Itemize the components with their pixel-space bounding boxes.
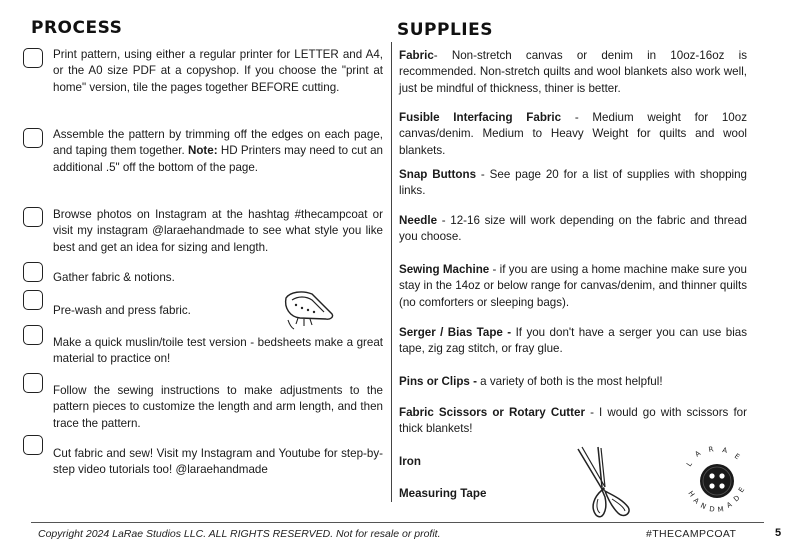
- svg-text:M: M: [717, 505, 725, 514]
- footer-copyright: Copyright 2024 LaRae Studios LLC. ALL RIGHTS RESERVED. Not for resale or profit.: [38, 528, 441, 540]
- step-2-note-label: Note:: [187, 144, 218, 158]
- svg-text:E: E: [737, 485, 747, 495]
- supply-sewing-machine: Sewing Machine - if you are using a home machine make sure you stay in the 14oz or below range for canvas/denim, and thinner quilts (no comforters or sleeping bags).: [399, 263, 747, 309]
- svg-text:H: H: [686, 489, 696, 499]
- supplies-heading: SUPPLIES: [397, 20, 493, 40]
- svg-text:A: A: [693, 449, 703, 459]
- svg-text:R: R: [707, 445, 715, 454]
- step-4-checkbox[interactable]: [23, 262, 43, 282]
- step-1-checkbox[interactable]: [23, 48, 43, 68]
- svg-text:L: L: [685, 460, 694, 469]
- footer-divider: [31, 522, 764, 523]
- supply-scissors: Fabric Scissors or Rotary Cutter - I would go with scissors for thick blankets!: [399, 406, 747, 436]
- svg-text:A: A: [691, 496, 701, 506]
- step-8-text: Cut fabric and sew! Visit my Instagram and Youtube for step-by-step video tutorials too! @laraehandmade: [53, 447, 383, 477]
- svg-text:E: E: [732, 452, 742, 462]
- process-heading: PROCESS: [31, 18, 123, 38]
- svg-text:A: A: [725, 500, 734, 510]
- step-5-text: Pre-wash and press fabric.: [53, 304, 191, 317]
- step-6-checkbox[interactable]: [23, 325, 43, 345]
- supply-snap-buttons: Snap Buttons - See page 20 for a list of supplies with shopping links.: [399, 168, 748, 198]
- supply-pins: Pins or Clips - a variety of both is the most helpful!: [399, 375, 663, 388]
- supply-measuring-tape: Measuring Tape: [399, 487, 487, 500]
- step-2-text: Assemble the pattern by trimming off the edges on each page, and taping them together. Note: HD Printers may need to cut an additional .5" off the bottom of the page.: [53, 128, 383, 174]
- step-3-checkbox[interactable]: [23, 207, 43, 227]
- svg-text:A: A: [721, 446, 728, 455]
- step-8-checkbox[interactable]: [23, 435, 43, 455]
- step-5-checkbox[interactable]: [23, 290, 43, 310]
- supply-serger: Serger / Bias Tape - If you don't have a serger you can use bias tape, zig zag stitch, or fray glue.: [399, 326, 748, 356]
- step-1-text: Print pattern, using either a regular printer for LETTER and A4, or the A0 size PDF at a copyshop. If you choose the "print at home" version, tile the pages together BEFORE cutting.: [53, 48, 383, 94]
- larae-handmade-logo: [684, 445, 752, 517]
- step-3-text: Browse photos on Instagram at the hashtag #thecampcoat or visit my instagram @laraehandmade to see what style you like best and get an idea for sizing and length.: [53, 208, 383, 254]
- step-6-text: Make a quick muslin/toile test version - bedsheets make a great material to practice on!: [53, 336, 383, 366]
- footer-hashtag: #THECAMPCOAT: [646, 528, 737, 540]
- column-divider: [391, 42, 392, 502]
- svg-text:D: D: [708, 505, 716, 514]
- step-2-checkbox[interactable]: [23, 128, 43, 148]
- svg-text:D: D: [732, 493, 742, 504]
- supply-iron: Iron: [399, 455, 421, 468]
- svg-text:N: N: [699, 501, 708, 512]
- supply-needle: Needle - 12-16 size will work depending on the fabric and thread you choose.: [399, 214, 747, 244]
- step-7-text: Follow the sewing instructions to make adjustments to the pattern pieces to customize the length and arm length, and then trace the pattern.: [53, 384, 383, 430]
- iron-icon: [280, 288, 340, 332]
- step-7-checkbox[interactable]: [23, 373, 43, 393]
- supply-fabric: Fabric- Non-stretch canvas or denim in 10oz-16oz is recommended. Non-stretch quilts and wool blankets also work well, just be mindful of thickness, thiner is better.: [399, 49, 747, 95]
- page-number: 5: [775, 527, 782, 539]
- scissors-icon: [572, 445, 634, 523]
- step-4-text: Gather fabric & notions.: [53, 271, 175, 284]
- supply-interfacing: Fusible Interfacing Fabric - Medium weight for 10oz canvas/denim. Medium to Heavy Weight for quilts and wool blankets.: [399, 111, 747, 157]
